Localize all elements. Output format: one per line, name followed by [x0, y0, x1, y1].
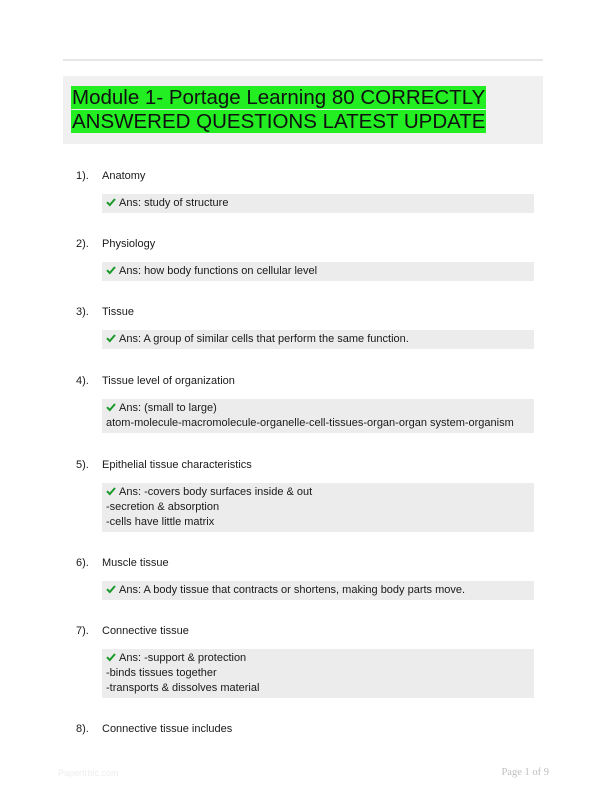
check-icon — [106, 652, 116, 662]
answer-box — [102, 330, 534, 349]
answer-box — [102, 194, 534, 213]
document-title: Module 1- Portage Learning 80 CORRECTLY ANSWERED QUESTIONS LATEST UPDATE — [72, 86, 486, 133]
question-text: Connective tissue includes — [102, 723, 233, 735]
answer-box — [102, 483, 534, 532]
question-text: Epithelial tissue characteristics — [102, 459, 252, 471]
answer-box — [102, 399, 534, 433]
check-icon — [106, 486, 116, 496]
answer-line: -cells have little matrix — [106, 516, 215, 528]
question-text: Tissue — [102, 306, 134, 318]
answer-line: -transports & dissolves material — [106, 682, 260, 694]
answer-line: Ans: study of structure — [119, 197, 229, 209]
check-icon — [106, 584, 116, 594]
question-text: Muscle tissue — [102, 557, 169, 569]
answer-line: Ans: A body tissue that contracts or shortens, making body parts move. — [119, 584, 466, 596]
question-number: 1). — [76, 170, 89, 182]
question-number: 3). — [76, 306, 89, 318]
answer-box — [102, 649, 534, 698]
check-icon — [106, 197, 116, 207]
question-number: 4). — [76, 375, 89, 387]
question-number: 6). — [76, 557, 89, 569]
check-icon — [106, 402, 116, 412]
question-text: Physiology — [102, 238, 156, 250]
question-text: Anatomy — [102, 170, 146, 182]
watermark: Papertrbic.com — [58, 768, 119, 778]
question-number: 2). — [76, 238, 89, 250]
answer-line: Ans: -support & protection — [119, 652, 247, 664]
check-icon — [106, 265, 116, 275]
answer-line: -secretion & absorption — [106, 501, 220, 513]
answer-line: -binds tissues together — [106, 667, 217, 679]
question-text: Tissue level of organization — [102, 375, 235, 387]
question-number: 5). — [76, 459, 89, 471]
question-number: 8). — [76, 723, 89, 735]
answer-box — [102, 581, 534, 600]
question-text: Connective tissue — [102, 625, 189, 637]
answer-line: Ans: (small to large) — [119, 402, 217, 414]
answer-line: Ans: A group of similar cells that perform the same function. — [119, 333, 409, 345]
answer-line: Ans: -covers body surfaces inside & out — [119, 486, 313, 498]
answer-line: atom-molecule-macromolecule-organelle-cell-tissues-organ-organ system-organism — [106, 417, 514, 429]
answer-line: Ans: how body functions on cellular level — [119, 265, 318, 277]
answer-box — [102, 262, 534, 281]
check-icon — [106, 333, 116, 343]
page-number: Page 1 of 9 — [501, 767, 549, 778]
title-box — [63, 76, 543, 144]
top-rule — [63, 59, 543, 61]
question-number: 7). — [76, 625, 89, 637]
